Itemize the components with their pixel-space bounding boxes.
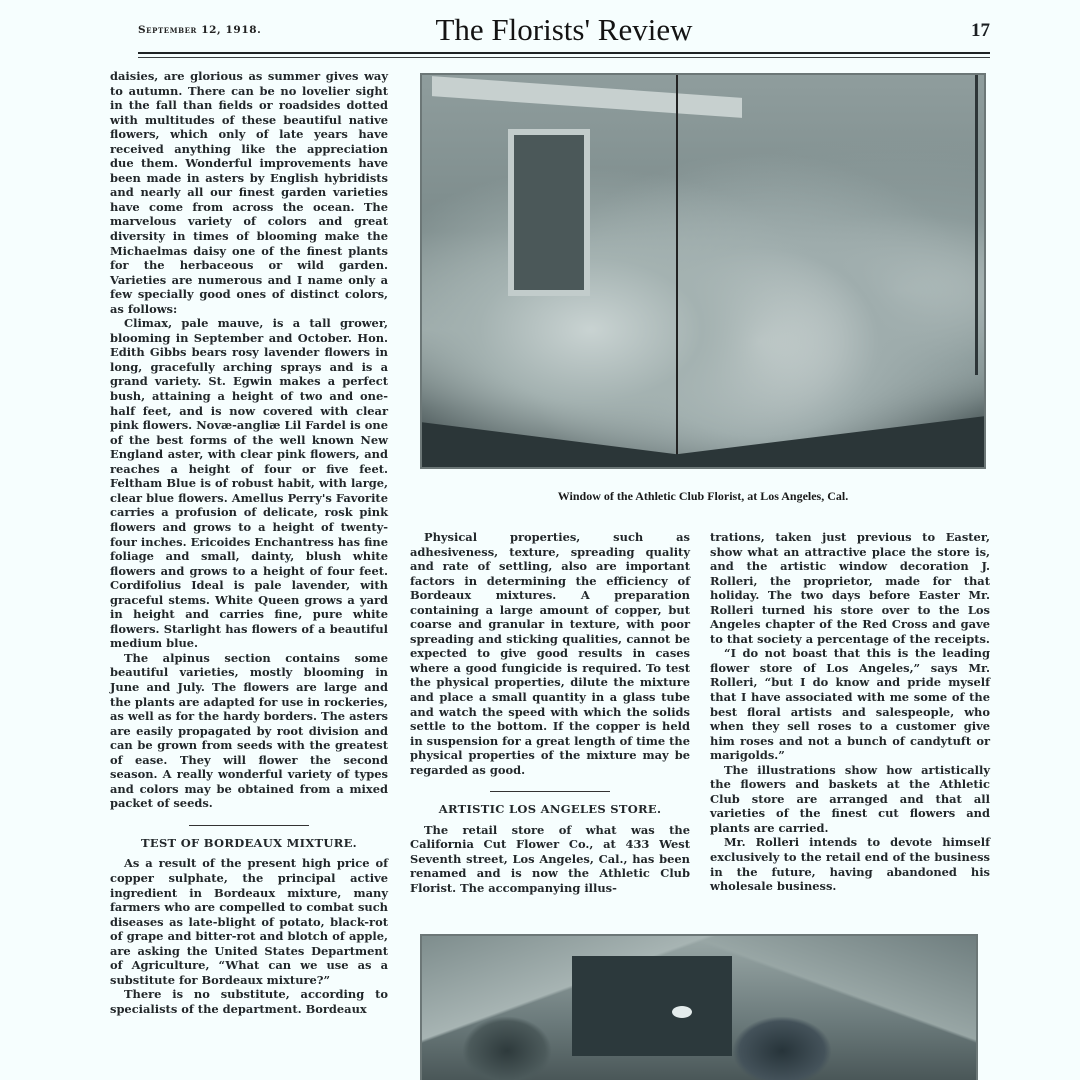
photo-window-base (422, 403, 986, 467)
photo-palm-left (462, 1016, 552, 1080)
photo-glass-mullion (676, 75, 678, 469)
photo-window-display (420, 73, 986, 469)
paragraph: The retail store of what was the California Cut Flower Co., at 433 West Seventh street, Los Angeles, Cal., has been renamed and is now the Athletic Club Florist. The accompanying illus- (410, 822, 690, 896)
paragraph: As a result of the present high price of copper sulphate, the principal active ingredient in Bordeaux mixture, many farmers who are compelled to combat such diseases as late-blight of potato, black-rot of grape and bitter-rot and blotch of apple, are asking the United States Department of Agriculture, “What can we use as a substitute for Bordeaux mixture?” (110, 856, 388, 987)
paragraph: “I do not boast that this is the leading flower store of Los Angeles,” says Mr. Rolleri, “but I do know and pride myself that I have associated with me some of the best floral artists and salespeople, who when they sell roses to a customer give him roses and not a bunch of candytuft or marigolds.” (710, 646, 990, 763)
column-2 (410, 530, 690, 896)
page-number: 17 (971, 20, 990, 41)
paragraph: There is no substitute, according to specialists of the department. Bordeaux (110, 987, 388, 1016)
figure-caption: Window of the Athletic Club Florist, at Los Angeles, Cal. (557, 489, 849, 503)
photo-dark-doorway (572, 956, 732, 1056)
photo-light-fixture (672, 1006, 692, 1018)
paragraph: Mr. Rolleri intends to devote himself exclusively to the retail end of the business in the future, having abandoned his wholesale business. (710, 835, 990, 894)
photo-window-edge (975, 75, 978, 375)
photo-window-frame (432, 76, 742, 118)
section-divider (189, 825, 309, 826)
page-header (138, 14, 990, 54)
paragraph: The illustrations show how artistically the flowers and baskets at the Athletic Club store are arranged and that all varieties of the finest cut flowers and plants are carried. (710, 762, 990, 835)
publication-title: The Florists' Review (435, 12, 693, 47)
paragraph: The alpinus section contains some beautiful varieties, mostly blooming in June and July. The flowers are large and the plants are adapted for use in rockeries, as well as for the hardy borders. The asters are easily propagated by root division and can be grown from seeds with the greatest of ease. They will flower the second season. A really wonderful variety of types and colors may be obtained from a mixed packet of seeds. (110, 650, 388, 811)
section-heading-bordeaux: TEST OF BORDEAUX MIXTURE. (141, 835, 357, 850)
paragraph: daisies, are glorious as summer gives way to autumn. There can be no lovelier sight in the fall than fields or roadsides dotted with multitudes of these beautiful native flowers, which only of late years have received anything like the appreciation due them. Wonderful improvements have been made in asters by English hybridists and nearly all our finest garden varieties have come from across the ocean. The marvelous variety of colors and great diversity in times of blooming make the Michaelmas daisy one of the finest plants for the herbaceous or wild garden. Varieties are numerous and I name only a few specially good ones of distinct colors, as follows: (110, 69, 388, 316)
header-rule-thick (138, 52, 990, 54)
header-rule-thin (138, 57, 990, 58)
paragraph: Physical properties, such as adhesiveness, texture, spreading quality and rate of settling, also are important factors in determining the efficiency of Bordeaux mixtures. A preparation containing a large amount of copper, but coarse and granular in texture, with poor spreading and sticking qualities, cannot be expected to give good results in cases where a good fungicide is required. To test the physical properties, dilute the mixture and place a small quantity in a glass tube and watch the speed with which the solids settle to the bottom. If the copper is held in suspension for a great length of time the physical properties of the mixture may be regarded as good. (410, 530, 690, 777)
photo-palm-right (732, 1016, 832, 1080)
paragraph: trations, taken just previous to Easter, show what an attractive place the store is, and the artistic window decoration J. Rolleri, the proprietor, made for that holiday. The two days before Easter Mr. Rolleri turned his store over to the Los Angeles chapter of the Red Cross and gave to that society a percentage of the receipts. (710, 530, 990, 646)
paragraph: Climax, pale mauve, is a tall grower, blooming in September and October. Hon. Edith Gibbs bears rosy lavender flowers in long, gracefully arching sprays and is a grand variety. St. Egwin makes a perfect bush, attaining a height of two and one-half feet, and is now covered with clear pink flowers. Novæ-angliæ Lil Fardel is one of the best forms of the well known New England aster, with clear pink flowers, and reaches a height of four or five feet. Feltham Blue is of robust habit, with large, clear blue flowers. Amellus Perry's Favorite carries a profusion of delicate, rosk pink flowers and grows to a height of twenty-four inches. Ericoides Enchantress has fine foliage and small, dainty, blush white flowers and grows to a height of four feet. Cordifolius Ideal is pale lavender, with graceful stems. White Queen grows a yard in height and carries fine, pure white flowers. Starlight has flowers of a beautiful medium blue. (110, 316, 388, 651)
photo-doorway (508, 129, 590, 296)
photo-store-interior (420, 934, 978, 1080)
section-divider (490, 791, 610, 792)
column-1 (110, 69, 388, 1016)
issue-date: September 12, 1918. (138, 24, 262, 36)
column-3 (710, 530, 990, 894)
section-heading-store: ARTISTIC LOS ANGELES STORE. (438, 802, 662, 817)
